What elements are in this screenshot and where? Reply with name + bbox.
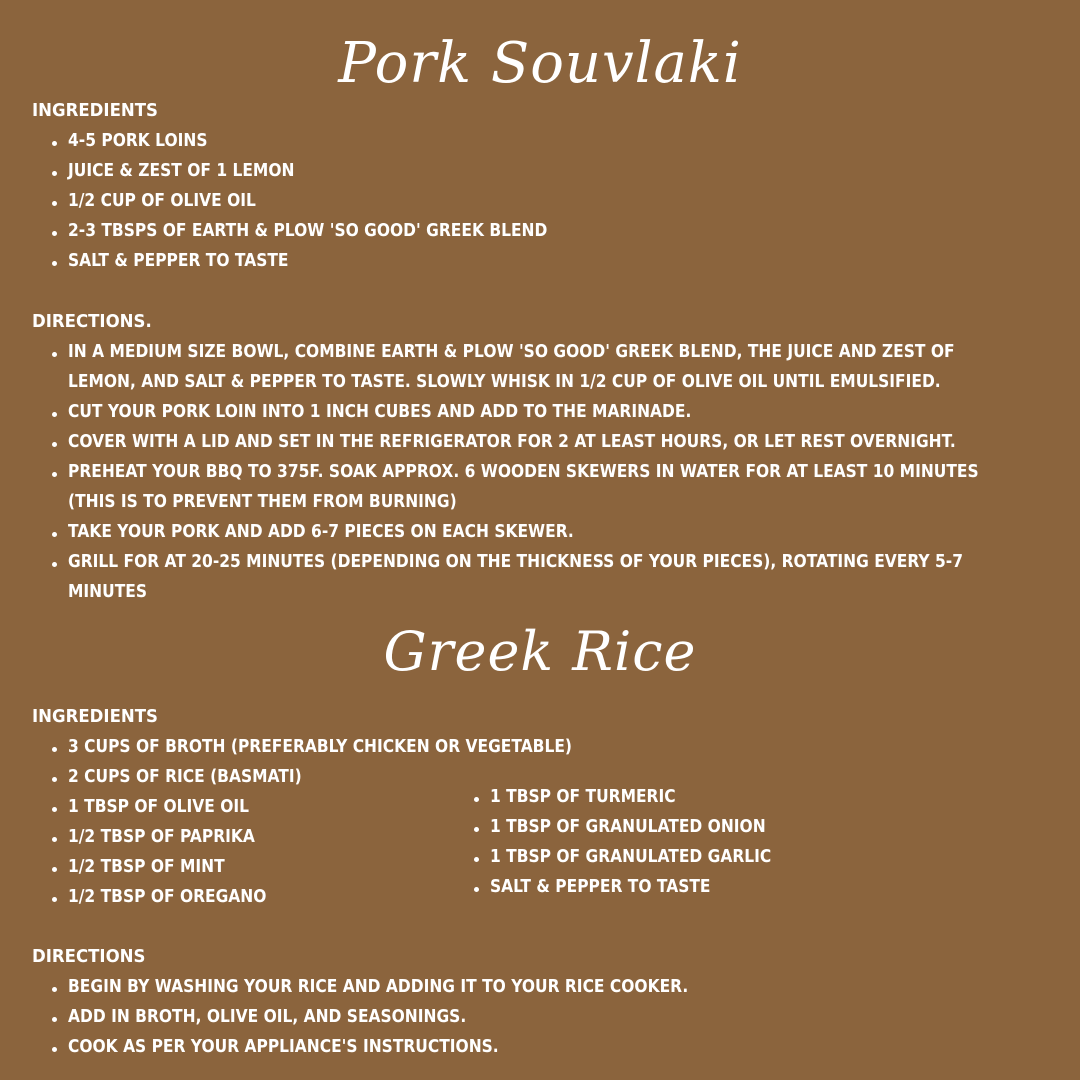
- list-item: BEGIN BY WASHING YOUR RICE AND ADDING IT TO YOUR RICE COOKER.: [50, 972, 789, 1002]
- rice-directions-list: [50, 972, 789, 1062]
- list-item: 1 TBSP OF TURMERIC: [472, 782, 817, 812]
- pork-ingredients-list: [50, 126, 625, 276]
- list-item: PREHEAT YOUR BBQ TO 375F. SOAK APPROX. 6 WOODEN SKEWERS IN WATER FOR AT LEAST 10 MINUTES (THIS IS TO PREVENT THEM FROM BURNING): [50, 457, 1030, 517]
- list-item: 1/2 CUP OF OLIVE OIL: [50, 186, 625, 216]
- list-item: 1/2 TBSP OF MINT: [50, 852, 654, 882]
- rice-ingredients-heading: INGREDIENTS: [32, 706, 158, 727]
- list-item: 4-5 PORK LOINS: [50, 126, 625, 156]
- pork-directions-heading: DIRECTIONS.: [32, 311, 152, 332]
- list-item: COOK AS PER YOUR APPLIANCE'S INSTRUCTIONS.: [50, 1032, 789, 1062]
- recipe-title-greek-rice: Greek Rice: [383, 620, 697, 683]
- list-item: JUICE & ZEST OF 1 LEMON: [50, 156, 625, 186]
- list-item: SALT & PEPPER TO TASTE: [50, 246, 625, 276]
- recipe-title-pork-souvlaki: Pork Souvlaki: [338, 31, 742, 96]
- pork-ingredients-heading: INGREDIENTS: [32, 100, 158, 121]
- list-item: GRILL FOR AT 20-25 MINUTES (DEPENDING ON THE THICKNESS OF YOUR PIECES), ROTATING EVERY 5-7 MINUTES: [50, 547, 1030, 607]
- list-item: 1/2 TBSP OF PAPRIKA: [50, 822, 654, 852]
- list-item: 1 TBSP OF GRANULATED ONION: [472, 812, 817, 842]
- list-item: SALT & PEPPER TO TASTE: [472, 872, 817, 902]
- list-item: 2 CUPS OF RICE (BASMATI): [50, 762, 654, 792]
- list-item: 1 TBSP OF GRANULATED GARLIC: [472, 842, 817, 872]
- list-item: 1/2 TBSP OF OREGANO: [50, 882, 654, 912]
- rice-ingredients-list-right: [472, 782, 817, 902]
- list-item: 1 TBSP OF OLIVE OIL: [50, 792, 654, 822]
- list-item: 3 CUPS OF BROTH (PREFERABLY CHICKEN OR VEGETABLE): [50, 732, 654, 762]
- pork-directions-list: [50, 337, 1030, 607]
- list-item: CUT YOUR PORK LOIN INTO 1 INCH CUBES AND ADD TO THE MARINADE.: [50, 397, 1030, 427]
- list-item: ADD IN BROTH, OLIVE OIL, AND SEASONINGS.: [50, 1002, 789, 1032]
- list-item: IN A MEDIUM SIZE BOWL, COMBINE EARTH & PLOW 'SO GOOD' GREEK BLEND, THE JUICE AND ZEST OF LEMON, AND SALT & PEPPER TO TASTE. SLOWLY WHISK IN 1/2 CUP OF OLIVE OIL UNTIL EMULSIFIED.: [50, 337, 1030, 397]
- list-item: TAKE YOUR PORK AND ADD 6-7 PIECES ON EACH SKEWER.: [50, 517, 1030, 547]
- rice-directions-heading: DIRECTIONS: [32, 946, 146, 967]
- list-item: COVER WITH A LID AND SET IN THE REFRIGERATOR FOR 2 AT LEAST HOURS, OR LET REST OVERNIGHT.: [50, 427, 1030, 457]
- list-item: 2-3 TBSPS OF EARTH & PLOW 'SO GOOD' GREEK BLEND: [50, 216, 625, 246]
